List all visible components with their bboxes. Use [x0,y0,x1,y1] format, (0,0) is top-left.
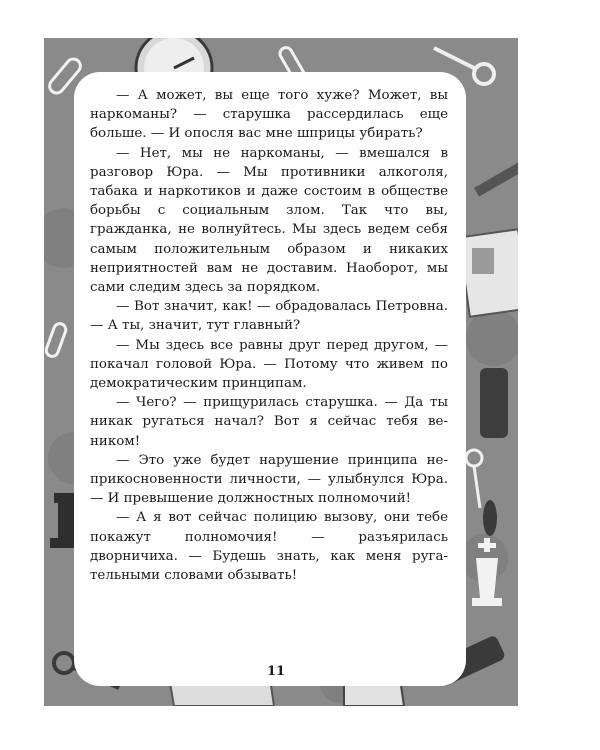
paragraph: — А я вот сейчас полицию вызову, они тебе покажут полномочия! — разъярилась дворничиха. — Будешь знать, как меня ругательными словами обзывать! [90,510,448,584]
page-number: 11 [266,664,286,679]
paragraph: — Нет, мы не наркоманы, — вмешался в разговор Юра. — Мы противники алкоголя, табака и наркотиков и даже состоим в обществе борьбы с социальным злом. Так что вы, гражданка, не волнуйтесь. Мы здесь ведем себя самым положительным образом и никаких неприятностей вам не доставим. Наоборот, мы сами следим здесь за порядком. [90,145,448,296]
story-text [90,86,448,585]
paragraph: — Мы здесь все равны друг перед другом, — покачал головой Юра. — Потому что живем по демократическим принципам. [90,337,448,392]
paragraph: — Это уже будет нарушение принципа неприкосновенности личности, — улыбнулся Юра. — И превышение должностных полномочий! [90,452,448,507]
paragraph: — Вот значит, как! — обрадовалась Петровна. — А ты, значит, тут главный? [90,299,448,334]
paragraph: — А может, вы еще того хуже? Может, вы наркоманы? — старушка рассердилась еще больше. — И опосля вас мне шприцы убирать? [90,88,448,142]
paragraph: — Чего? — прищурилась старушка. — Да ты никак ругаться начал? Вот я сейчас тебя веником! [90,395,448,449]
id-card-icon [459,229,518,317]
flashlight-icon [480,368,508,438]
